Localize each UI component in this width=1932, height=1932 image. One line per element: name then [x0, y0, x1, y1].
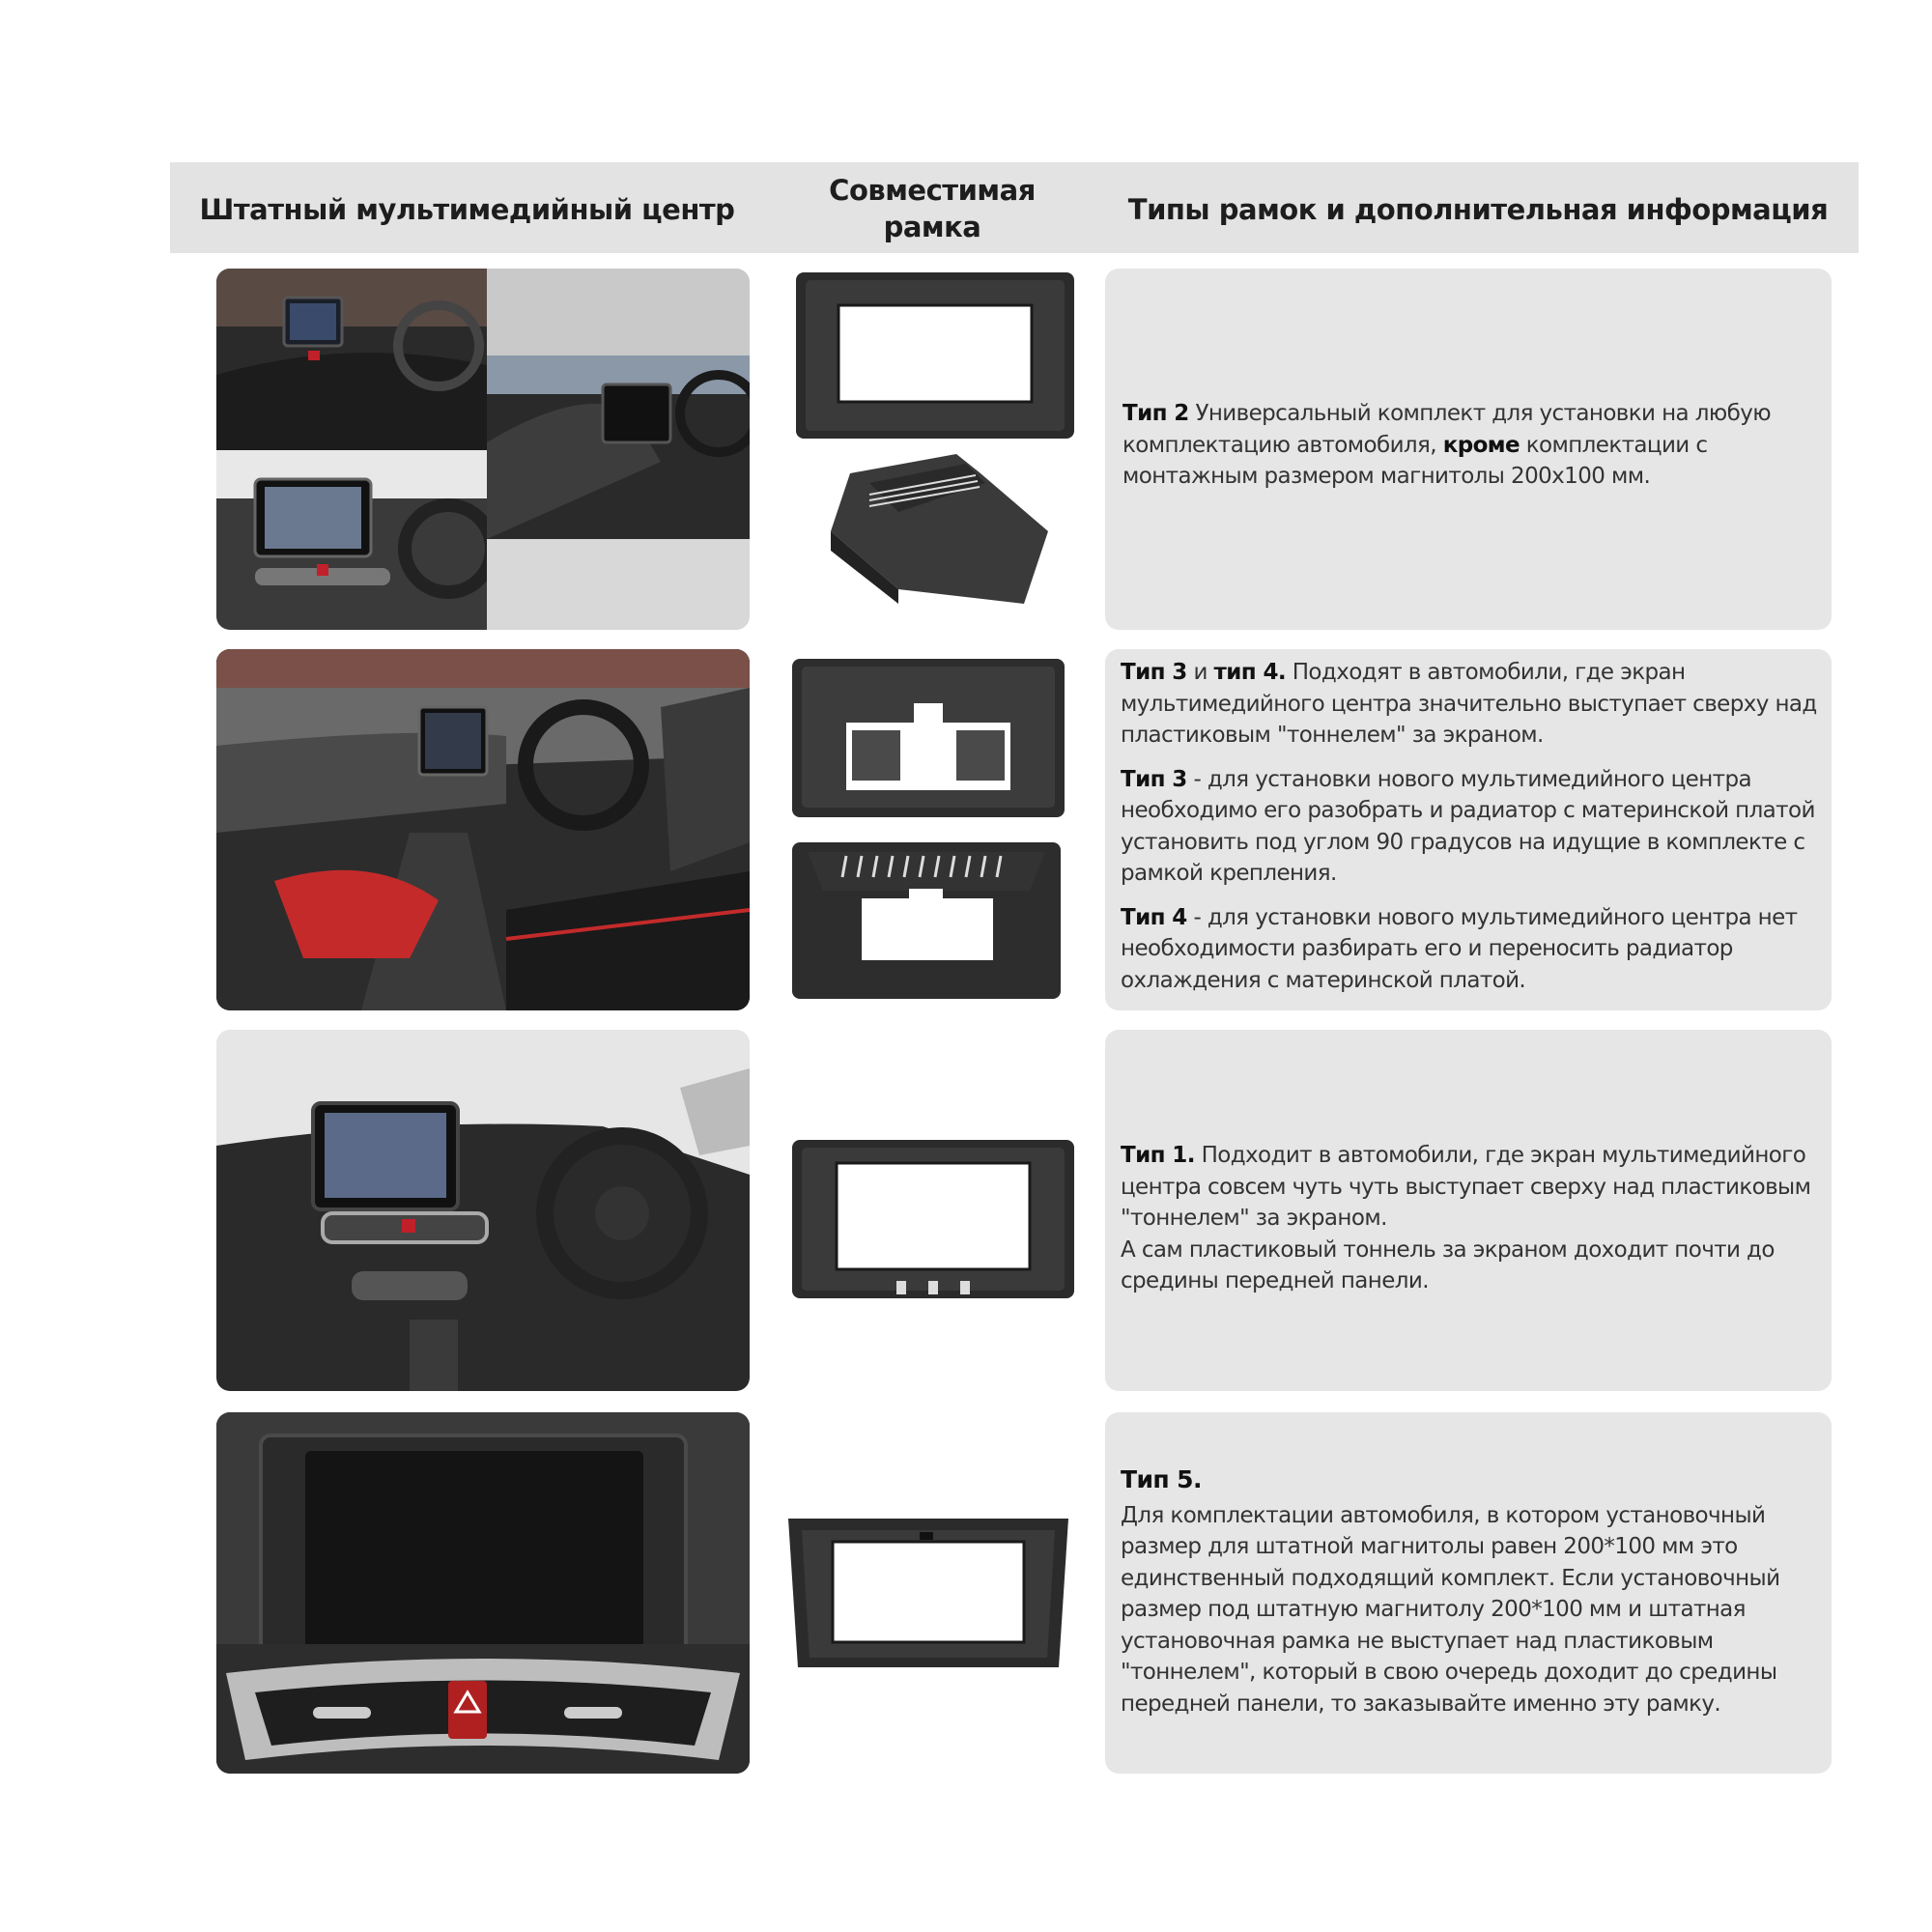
- row2-info-text: [1121, 657, 1835, 1009]
- row4-car-photo: [216, 1412, 750, 1774]
- row2-paragraph-type-3: Тип 3 - для установки нового мультимедийного центра необходимо его разобрать и радиатор с материнской платой установить под углом 90 градусов на идущие в комплекте с рамкой крепления.: [1121, 766, 1815, 886]
- row4-type-label: Тип 5.: [1121, 1465, 1202, 1493]
- row3-car-photo: [216, 1030, 750, 1391]
- row3-frame-type1-image: [788, 1136, 1078, 1302]
- row4-frame-type5-image: [782, 1503, 1074, 1673]
- row2-paragraph-types-3-4: Тип 3 и тип 4. Подходят в автомобили, где экран мультимедийного центра значительно выступает сверху над пластиковым "тоннелем" за экраном.: [1121, 660, 1817, 748]
- row2-frame-type3-image: [788, 655, 1068, 821]
- row1-type-label: Тип 2: [1122, 401, 1189, 426]
- row2-car-photo: [216, 649, 750, 1010]
- row4-info-text: Тип 5. Для комплектации автомобиля, в котором установочный размер для штатной магнитолы равен 200*100 мм это единственный подходящий комплект. Если установочный размер под штатную магнитолу 200*100 мм и штатная установочная рамка не выступает над пластиковым "тоннелем", который в свою очередь доходит до средины передней панели, то заказывайте именно эту рамку.: [1121, 1464, 1806, 1719]
- row2-frame-type4-image: [788, 838, 1065, 1003]
- row1-frame-image: [792, 269, 1078, 442]
- row2-paragraph-type-4: Тип 4 - для установки нового мультимедийного центра нет необходимости разбирать его и переносить радиатор охлаждения с материнской платой.: [1121, 904, 1798, 993]
- row1-info-text: Тип 2 Универсальный комплект для установки на любую комплектацию автомобиля, кроме комплектации с монтажным размером магнитолы 200x100 мм.: [1122, 401, 1771, 489]
- header-col-frame: Совместимая рамка: [829, 174, 1036, 243]
- row3-info-text: Тип 1. Подходит в автомобили, где экран мультимедийного центра совсем чуть чуть выступает сверху над пластиковым "тоннелем" за экраном. А сам пластиковый тоннель за экраном доходит почти до средины передней панели.: [1121, 1143, 1811, 1293]
- row1-car-photo-collage: [216, 269, 750, 630]
- header-col-headunit: Штатный мультимедийный центр: [199, 193, 735, 226]
- header-col-info: Типы рамок и дополнительная информация: [1127, 193, 1829, 226]
- row1-frame-housing-image: [811, 444, 1063, 618]
- row3-type-label: Тип 1.: [1121, 1143, 1195, 1168]
